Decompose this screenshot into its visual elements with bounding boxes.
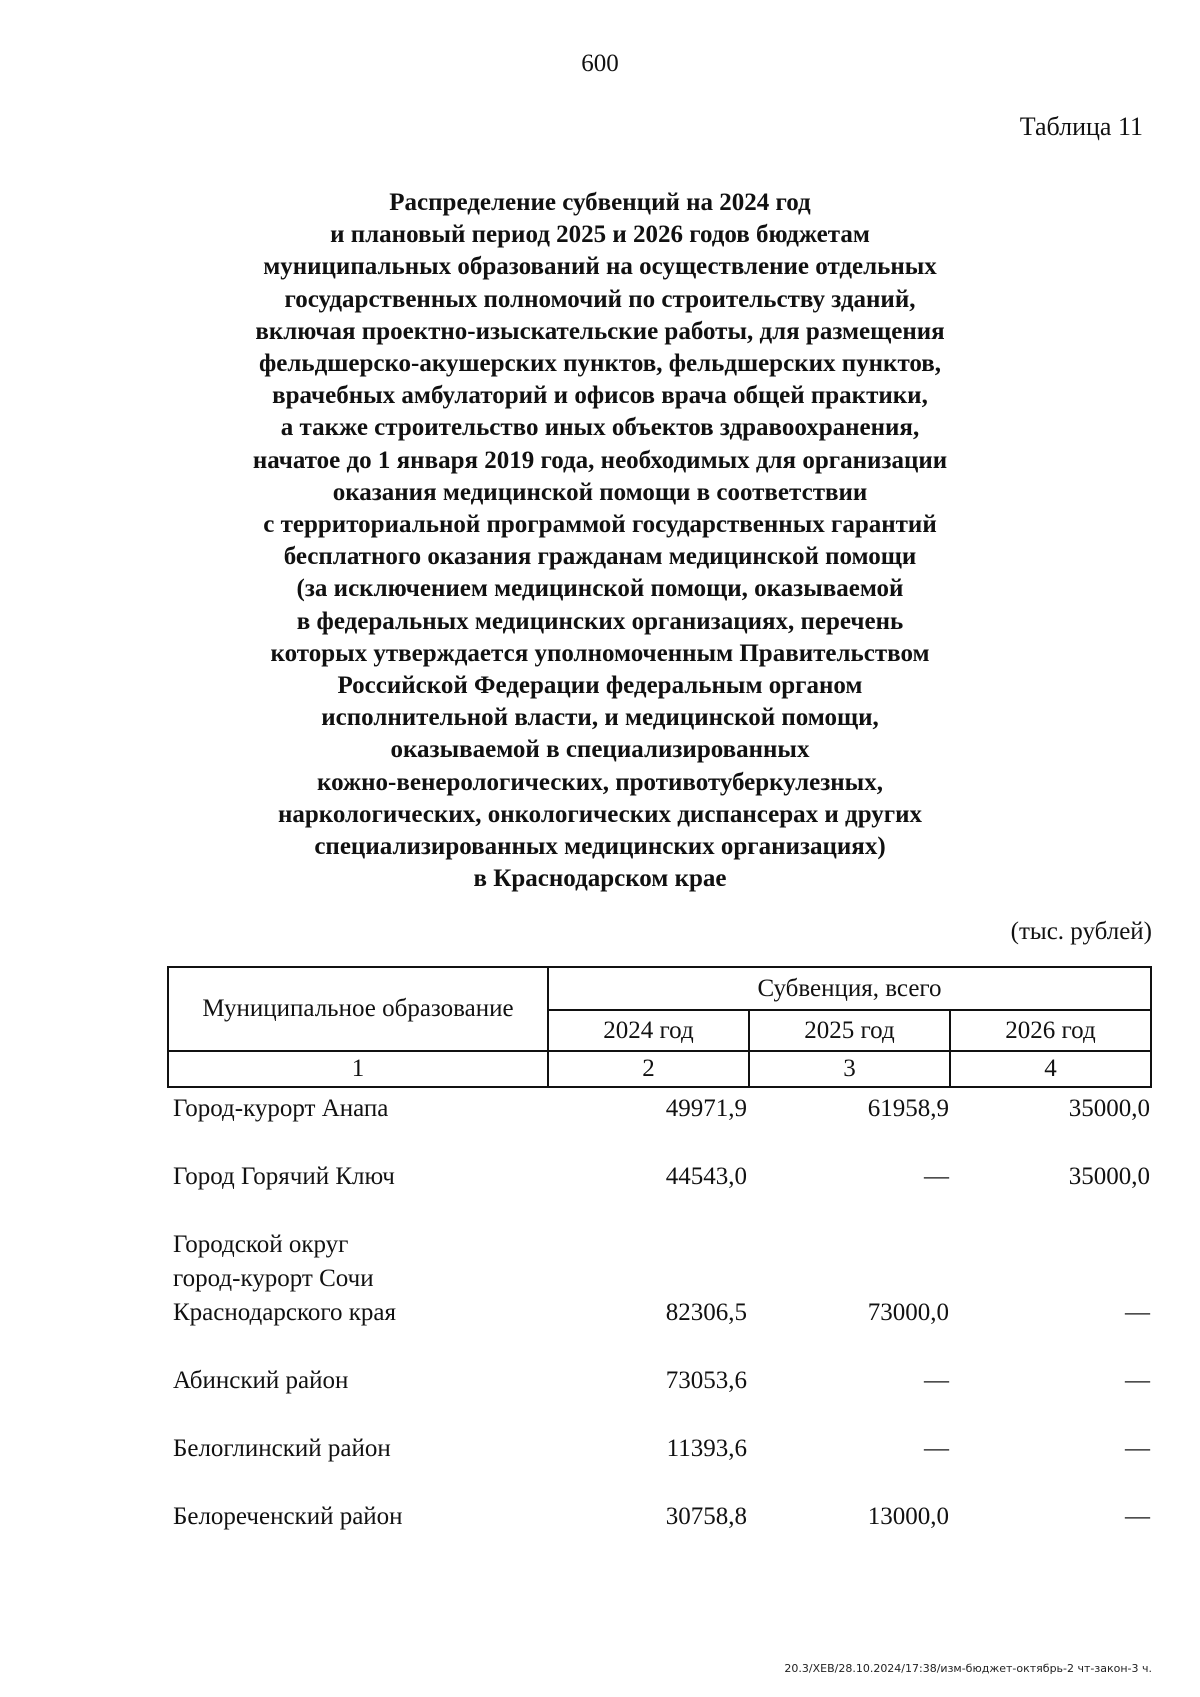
municipality-name-line: Город Горячий Ключ bbox=[173, 1163, 395, 1190]
value-2024: 11393,6 bbox=[666, 1435, 747, 1462]
header-municipality: Муниципальное образование bbox=[168, 967, 548, 1051]
municipality-name bbox=[173, 1500, 545, 1534]
value-2025: — bbox=[924, 1435, 949, 1462]
title-line: врачебных амбулаторий и офисов врача общей практики, bbox=[272, 382, 928, 410]
value-2026: — bbox=[1125, 1367, 1150, 1394]
title-line: кожно-венерологических, противотуберкулезных, bbox=[317, 768, 883, 796]
header-year-2026: 2026 год bbox=[950, 1010, 1151, 1051]
title-line: специализированных медицинских организациях) bbox=[314, 833, 886, 861]
municipality-name bbox=[173, 1160, 545, 1194]
column-number: 3 bbox=[749, 1051, 950, 1087]
municipality-name-line: Краснодарского края bbox=[173, 1299, 396, 1326]
title-line: начатое до 1 января 2019 года, необходимых для организации bbox=[252, 446, 948, 474]
title-line: оказываемой в специализированных bbox=[390, 736, 810, 764]
value-2024: 73053,6 bbox=[665, 1367, 747, 1394]
title-line: фельдшерско-акушерских пунктов, фельдшерских пунктов, bbox=[258, 350, 942, 378]
value-2025: 13000,0 bbox=[867, 1503, 949, 1530]
title-line: и плановый период 2025 и 2026 годов бюджетам bbox=[330, 221, 870, 249]
municipality-name-line: Белоглинский район bbox=[173, 1435, 391, 1462]
value-2026: — bbox=[1125, 1435, 1150, 1462]
table-header bbox=[167, 966, 1152, 1088]
title-line: которых утверждается уполномоченным Правительством bbox=[270, 639, 930, 667]
title-line: государственных полномочий по строительству зданий, bbox=[284, 285, 916, 313]
municipality-name bbox=[173, 1092, 545, 1126]
table-row bbox=[173, 1160, 1150, 1194]
title-line: с территориальной программой государственных гарантий bbox=[263, 511, 937, 539]
title-line: оказания медицинской помощи в соответствии bbox=[332, 478, 868, 506]
municipality-name-line: Белореченский район bbox=[173, 1503, 403, 1530]
value-2025: 73000,0 bbox=[867, 1299, 949, 1326]
table-label: Таблица 11 bbox=[1019, 112, 1143, 141]
municipality-name bbox=[173, 1364, 545, 1398]
footer-stamp: 20.3/ХЕВ/28.10.2024/17:38/изм-бюджет-октябрь-2 чт-закон-3 ч. bbox=[784, 1662, 1152, 1675]
document-title bbox=[160, 187, 1040, 895]
title-line: (за исключением медицинской помощи, оказываемой bbox=[296, 575, 904, 603]
title-line: исполнительной власти, и медицинской помощи, bbox=[321, 704, 879, 732]
table-row bbox=[173, 1228, 1150, 1330]
municipality-name-line: город-курорт Сочи bbox=[173, 1265, 374, 1292]
value-2026: 35000,0 bbox=[1068, 1163, 1150, 1190]
header-year-2025: 2025 год bbox=[749, 1010, 950, 1051]
column-number: 1 bbox=[168, 1051, 548, 1087]
title-line: включая проектно-изыскательские работы, для размещения bbox=[255, 317, 945, 345]
municipality-name-line: Городской округ bbox=[173, 1231, 349, 1258]
title-line: а также строительство иных объектов здравоохранения, bbox=[280, 414, 920, 442]
value-2026: — bbox=[1125, 1503, 1150, 1530]
value-2025: 61958,9 bbox=[867, 1095, 949, 1122]
header-year-2024: 2024 год bbox=[548, 1010, 749, 1051]
title-line: в Краснодарском крае bbox=[473, 865, 727, 893]
value-2024: 82306,5 bbox=[665, 1299, 747, 1326]
value-2025: — bbox=[924, 1163, 949, 1190]
value-2026: 35000,0 bbox=[1068, 1095, 1150, 1122]
municipality-name bbox=[173, 1432, 545, 1466]
title-line: Распределение субвенций на 2024 год bbox=[389, 189, 811, 216]
header-subvention: Субвенция, всего bbox=[548, 967, 1151, 1010]
title-line: Российской Федерации федеральным органом bbox=[337, 672, 863, 700]
column-number: 4 bbox=[950, 1051, 1151, 1087]
page-number: 600 bbox=[581, 50, 619, 77]
value-2024: 49971,9 bbox=[665, 1095, 747, 1122]
title-line: в федеральных медицинских организациях, перечень bbox=[296, 607, 904, 635]
table-row bbox=[173, 1364, 1150, 1398]
value-2026: — bbox=[1125, 1299, 1150, 1326]
title-line: муниципальных образований на осуществление отдельных bbox=[263, 253, 937, 281]
municipality-name-line: Город-курорт Анапа bbox=[173, 1095, 389, 1122]
value-2024: 44543,0 bbox=[665, 1163, 747, 1190]
table-body bbox=[173, 1092, 1150, 1534]
value-2025: — bbox=[924, 1367, 949, 1394]
municipality-name-line: Абинский район bbox=[173, 1367, 349, 1394]
table-row bbox=[173, 1500, 1150, 1534]
column-number: 2 bbox=[548, 1051, 749, 1087]
municipality-name bbox=[173, 1228, 545, 1330]
title-line: бесплатного оказания гражданам медицинской помощи bbox=[283, 543, 917, 571]
units-label: (тыс. рублей) bbox=[1010, 918, 1152, 945]
table-row bbox=[173, 1092, 1150, 1126]
table-row bbox=[173, 1432, 1150, 1466]
value-2024: 30758,8 bbox=[665, 1503, 747, 1530]
title-line: наркологических, онкологических диспансерах и других bbox=[277, 800, 923, 828]
